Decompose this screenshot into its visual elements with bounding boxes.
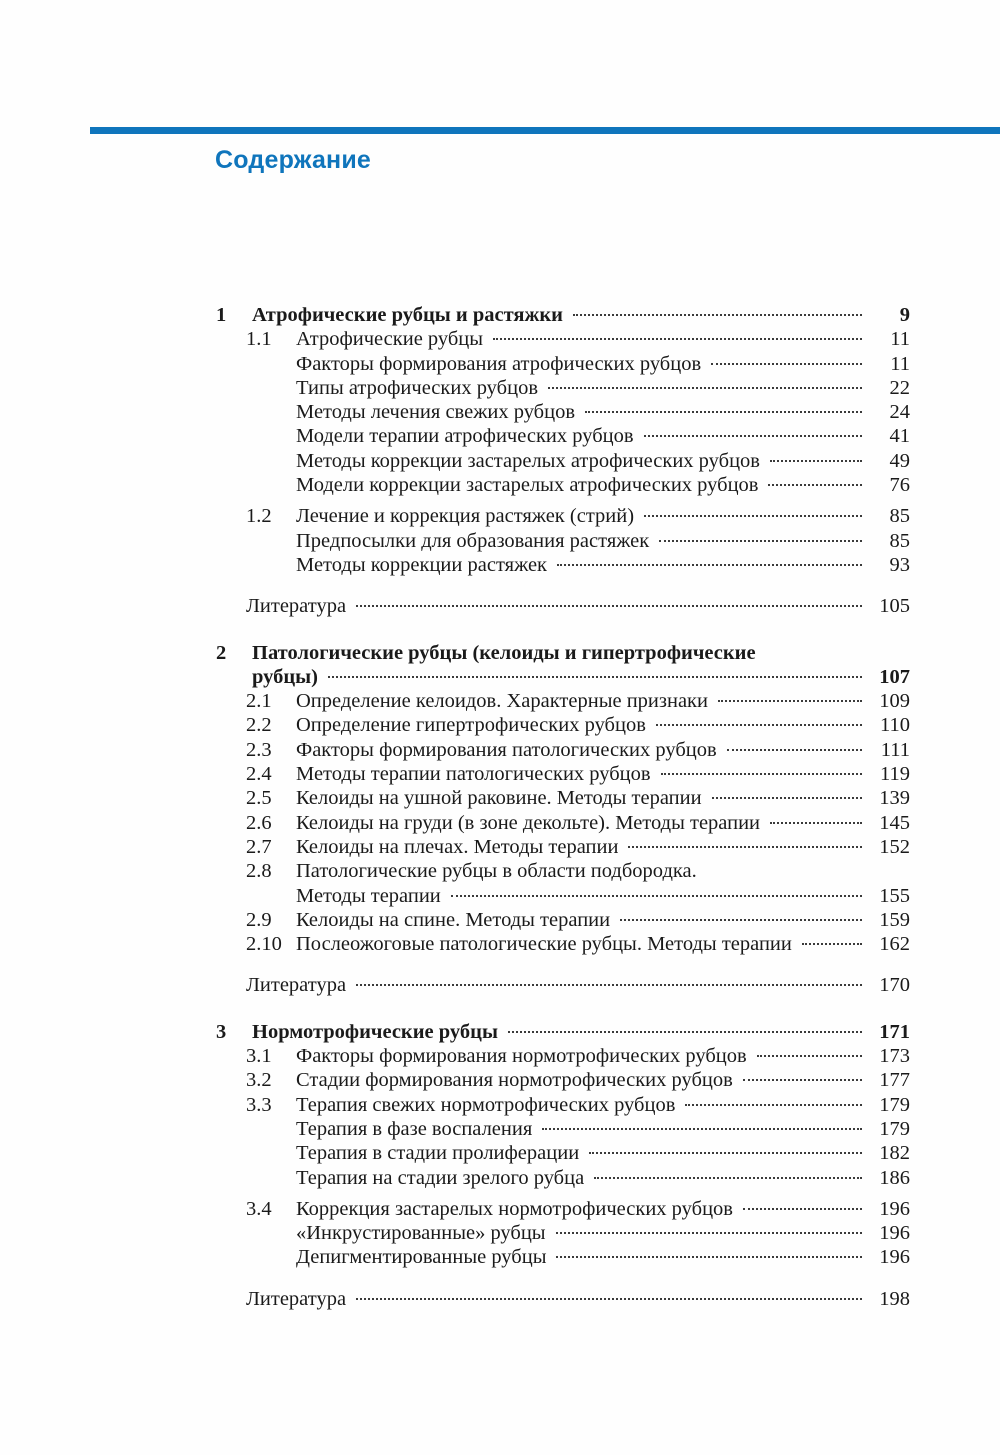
toc-entry-number: 3.1 xyxy=(246,1045,272,1068)
toc-entry[interactable] xyxy=(0,859,1000,883)
toc-entry-number: 2.9 xyxy=(246,908,272,931)
toc-entry-page-number: 170 xyxy=(879,974,910,997)
toc-entry-number: 2.5 xyxy=(246,787,272,810)
toc-entry-label: Послеожоговые патологические рубцы. Методы терапии xyxy=(296,933,792,956)
toc-entry-number: 2.6 xyxy=(246,811,272,834)
toc-entry-page-number: 179 xyxy=(879,1117,910,1140)
toc-entry-label: Атрофические рубцы и растяжки xyxy=(252,304,563,326)
toc-entry-label: Литература xyxy=(246,595,347,618)
toc-entry-label: Модели терапии атрофических рубцов xyxy=(296,425,634,448)
toc-entry[interactable] xyxy=(0,303,1000,327)
toc-entry-label: Атрофические рубцы xyxy=(296,328,484,351)
toc-entry-page-number: 111 xyxy=(880,738,910,761)
toc-entry-label: Определение келоидов. Характерные признаки xyxy=(296,690,708,713)
toc-entry-page-number: 93 xyxy=(889,553,910,576)
toc-entry-label: Факторы формирования нормотрофических рубцов xyxy=(296,1045,747,1068)
toc-entry[interactable] xyxy=(0,1141,1000,1165)
toc-entry-page-number: 186 xyxy=(879,1166,910,1189)
toc-entry-page-number: 49 xyxy=(889,449,910,472)
dot-leader xyxy=(557,564,862,566)
toc-entry-page-number: 152 xyxy=(879,835,910,858)
toc-entry-label: Модели коррекции застарелых атрофических рубцов xyxy=(296,474,759,497)
table-of-contents xyxy=(0,303,1000,1311)
dot-leader xyxy=(493,338,862,340)
toc-entry-label: Факторы формирования патологических рубцов xyxy=(296,738,717,761)
toc-entry-page-number: 85 xyxy=(889,529,910,552)
toc-entry-page-number: 105 xyxy=(879,595,910,618)
toc-entry-number: 2.3 xyxy=(246,738,272,761)
toc-entry[interactable] xyxy=(0,811,1000,835)
toc-entry-page-number: 196 xyxy=(879,1197,910,1220)
toc-entry-page-number: 107 xyxy=(879,665,910,688)
toc-entry[interactable] xyxy=(0,449,1000,473)
toc-entry-label: Методы коррекции застарелых атрофических рубцов xyxy=(296,449,760,472)
toc-entry[interactable] xyxy=(0,1044,1000,1068)
dot-leader xyxy=(802,943,862,945)
dot-leader xyxy=(685,1104,862,1106)
toc-entry-label: Литература xyxy=(246,1287,347,1310)
toc-entry[interactable] xyxy=(0,553,1000,577)
toc-entry-label: Келоиды на спине. Методы терапии xyxy=(296,908,611,931)
toc-entry-page-number: 173 xyxy=(879,1045,910,1068)
dot-leader xyxy=(644,515,862,517)
toc-entry-label: Методы терапии xyxy=(296,884,441,907)
toc-entry[interactable] xyxy=(0,908,1000,932)
toc-entry-number: 3.3 xyxy=(246,1093,272,1116)
toc-entry[interactable] xyxy=(0,973,1000,997)
toc-entry-page-number: 41 xyxy=(889,425,910,448)
toc-entry-label: Нормотрофические рубцы xyxy=(252,1020,498,1043)
header-rule xyxy=(90,127,1000,134)
toc-entry[interactable] xyxy=(0,1287,1000,1311)
toc-entry[interactable] xyxy=(0,1068,1000,1092)
toc-entry[interactable] xyxy=(0,400,1000,424)
dot-leader xyxy=(628,846,862,848)
toc-entry[interactable] xyxy=(0,786,1000,810)
dot-leader xyxy=(356,605,862,607)
toc-entry-page-number: 11 xyxy=(890,352,910,375)
toc-entry-page-number: 24 xyxy=(889,401,910,424)
toc-entry-page-number: 182 xyxy=(879,1142,910,1165)
toc-entry-page-number: 85 xyxy=(889,505,910,528)
dot-leader xyxy=(743,1208,862,1210)
toc-entry-label: Литература xyxy=(246,974,347,997)
toc-entry-number: 3.4 xyxy=(246,1197,272,1220)
toc-entry-label: Терапия в фазе воспаления xyxy=(296,1117,533,1140)
toc-entry-page-number: 119 xyxy=(880,763,910,786)
toc-entry-label: Факторы формирования атрофических рубцов xyxy=(296,352,702,375)
toc-entry-page-number: 196 xyxy=(879,1246,910,1269)
toc-entry-number: 1.1 xyxy=(246,328,272,351)
toc-entry-label: Депигментированные рубцы xyxy=(296,1246,547,1269)
toc-entry-number: 1.2 xyxy=(246,505,272,528)
toc-entry[interactable] xyxy=(0,376,1000,400)
toc-entry-number: 3 xyxy=(216,1020,227,1043)
toc-entry[interactable] xyxy=(0,641,1000,665)
dot-leader xyxy=(770,460,862,462)
toc-entry-label: Типы атрофических рубцов xyxy=(296,376,538,399)
toc-entry-label: Методы лечения свежих рубцов xyxy=(296,401,576,424)
toc-entry-label: Патологические рубцы (келоиды и гипертрофические xyxy=(252,641,756,664)
toc-entry-page-number: 179 xyxy=(879,1093,910,1116)
dot-leader xyxy=(542,1128,862,1130)
dot-leader xyxy=(328,676,862,678)
dot-leader xyxy=(659,540,862,542)
toc-entry-label: Предпосылки для образования растяжек xyxy=(296,529,650,552)
dot-leader xyxy=(594,1177,862,1179)
toc-entry-label: рубцы) xyxy=(252,665,319,688)
dot-leader xyxy=(768,484,862,486)
toc-entry-page-number: 76 xyxy=(889,474,910,497)
toc-entry-label: Келоиды на ушной раковине. Методы терапии xyxy=(296,787,702,810)
toc-entry[interactable] xyxy=(0,884,1000,908)
toc-entry[interactable] xyxy=(0,1245,1000,1269)
toc-entry-number: 2.1 xyxy=(246,690,272,713)
toc-entry-page-number: 162 xyxy=(879,933,910,956)
toc-entry-label: Определение гипертрофических рубцов xyxy=(296,714,646,737)
toc-entry[interactable] xyxy=(0,424,1000,448)
toc-entry-label: Терапия на стадии зрелого рубца xyxy=(296,1166,585,1189)
toc-entry-page-number: 171 xyxy=(879,1020,910,1043)
toc-entry[interactable] xyxy=(0,835,1000,859)
toc-entry-page-number: 109 xyxy=(879,690,910,713)
toc-entry[interactable] xyxy=(0,504,1000,528)
toc-entry-label: Келоиды на груди (в зоне декольте). Методы терапии xyxy=(296,811,761,834)
toc-entry-number: 2 xyxy=(216,641,227,664)
dot-leader xyxy=(727,749,862,751)
toc-entry[interactable] xyxy=(0,1093,1000,1117)
toc-entry-page-number: 196 xyxy=(879,1222,910,1245)
toc-entry[interactable] xyxy=(0,738,1000,762)
dot-leader xyxy=(556,1256,862,1258)
toc-entry[interactable] xyxy=(0,327,1000,351)
dot-leader xyxy=(711,363,862,365)
toc-entry-label: Стадии формирования нормотрофических рубцов xyxy=(296,1069,733,1092)
toc-entry-page-number: 198 xyxy=(879,1287,910,1310)
toc-entry[interactable] xyxy=(0,1221,1000,1245)
toc-entry-page-number: 145 xyxy=(879,811,910,834)
dot-leader xyxy=(589,1152,862,1154)
toc-entry[interactable] xyxy=(0,689,1000,713)
toc-entry-label: Патологические рубцы в области подбородка. xyxy=(296,860,697,883)
toc-entry-label: Методы терапии патологических рубцов xyxy=(296,763,651,786)
toc-entry-number: 2.2 xyxy=(246,714,272,737)
toc-entry-number: 3.2 xyxy=(246,1069,272,1092)
dot-leader xyxy=(770,822,862,824)
toc-entry[interactable] xyxy=(0,529,1000,553)
toc-entry[interactable] xyxy=(0,932,1000,956)
toc-entry[interactable] xyxy=(0,1020,1000,1044)
toc-entry[interactable] xyxy=(0,594,1000,618)
toc-entry[interactable] xyxy=(0,762,1000,786)
toc-entry[interactable] xyxy=(0,352,1000,376)
toc-entry-page-number: 139 xyxy=(879,787,910,810)
dot-leader xyxy=(656,724,862,726)
page-title: Содержание xyxy=(215,146,372,174)
toc-entry-label: Коррекция застарелых нормотрофических рубцов xyxy=(296,1197,733,1220)
toc-entry[interactable] xyxy=(0,665,1000,689)
toc-entry-page-number: 9 xyxy=(899,304,910,326)
dot-leader xyxy=(718,700,862,702)
toc-entry-page-number: 159 xyxy=(879,908,910,931)
dot-leader xyxy=(585,411,862,413)
toc-entry-number: 2.8 xyxy=(246,860,272,883)
toc-entry-number: 2.7 xyxy=(246,835,272,858)
toc-entry-page-number: 177 xyxy=(879,1069,910,1092)
dot-leader xyxy=(644,435,862,437)
toc-entry-label: Терапия в стадии пролиферации xyxy=(296,1142,580,1165)
dot-leader xyxy=(356,984,862,986)
toc-entry-number: 1 xyxy=(216,304,227,326)
dot-leader xyxy=(548,387,862,389)
toc-entry-number: 2.4 xyxy=(246,763,272,786)
toc-entry-page-number: 22 xyxy=(889,376,910,399)
dot-leader xyxy=(508,1031,862,1033)
toc-entry-label: Терапия свежих нормотрофических рубцов xyxy=(296,1093,676,1116)
dot-leader xyxy=(620,919,862,921)
toc-entry-page-number: 11 xyxy=(890,328,910,351)
toc-entry[interactable] xyxy=(0,473,1000,497)
dot-leader xyxy=(451,895,862,897)
dot-leader xyxy=(661,773,862,775)
toc-entry-page-number: 155 xyxy=(879,884,910,907)
toc-entry[interactable] xyxy=(0,713,1000,737)
dot-leader xyxy=(757,1055,862,1057)
toc-entry[interactable] xyxy=(0,1166,1000,1190)
dot-leader xyxy=(573,314,862,316)
dot-leader xyxy=(743,1079,862,1081)
dot-leader xyxy=(356,1298,862,1300)
toc-entry[interactable] xyxy=(0,1117,1000,1141)
dot-leader xyxy=(556,1232,862,1234)
toc-entry-label: Келоиды на плечах. Методы терапии xyxy=(296,835,619,858)
toc-entry-page-number: 110 xyxy=(880,714,910,737)
toc-entry[interactable] xyxy=(0,1197,1000,1221)
dot-leader xyxy=(712,797,862,799)
toc-entry-number: 2.10 xyxy=(246,933,282,956)
toc-entry-label: Методы коррекции растяжек xyxy=(296,553,548,576)
toc-entry-label: «Инкрустированные» рубцы xyxy=(296,1222,546,1245)
toc-entry-label: Лечение и коррекция растяжек (стрий) xyxy=(296,505,635,528)
